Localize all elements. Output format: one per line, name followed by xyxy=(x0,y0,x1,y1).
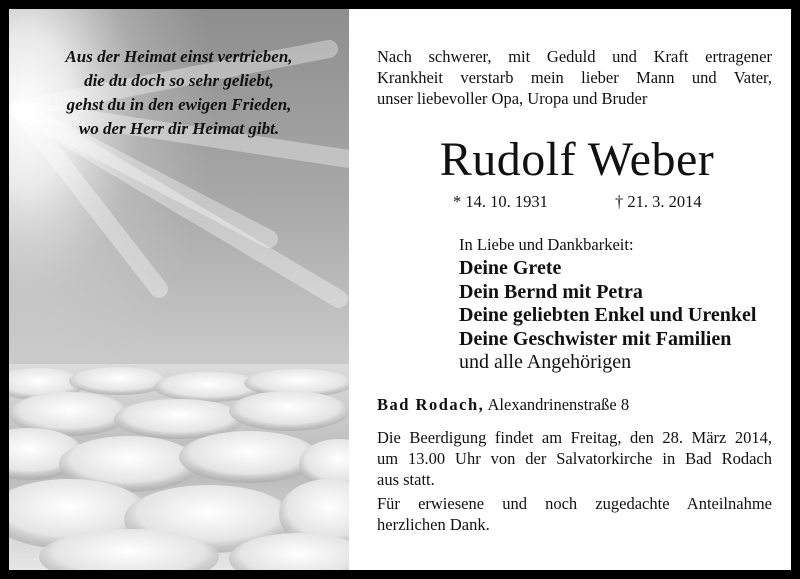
sky-clouds-image xyxy=(9,9,349,570)
thanks-text xyxy=(377,493,772,535)
mourner-name: Deine geliebten Enkel und Urenkel xyxy=(459,304,757,326)
birth-date: * 14. 10. 1931 xyxy=(453,192,548,211)
funeral-line: Die Beerdigung findet am Freitag, den 28. März 2014, xyxy=(377,428,772,447)
mourners-list xyxy=(459,257,756,375)
poem-line: die du doch so sehr geliebt, xyxy=(84,71,274,90)
poem-line: wo der Herr dir Heimat gibt. xyxy=(78,119,280,138)
poem xyxy=(9,45,349,141)
mourner-name: Deine Grete xyxy=(459,257,562,279)
mourners-intro: In Liebe und Dankbarkeit: xyxy=(459,235,634,254)
intro-line: Krankheit verstarb mein lieber Mann und Vater, xyxy=(377,68,772,87)
thanks-line: herzlichen Dank. xyxy=(377,515,490,534)
poem-line: gehst du in den ewigen Frieden, xyxy=(66,95,292,114)
mourners-closing: und alle Angehörigen xyxy=(459,351,632,373)
poem-line: Aus der Heimat einst vertrieben, xyxy=(65,47,293,66)
funeral-line: um 13.00 Uhr von der Salvatorkirche in Bad Rodach xyxy=(377,449,772,468)
address-street: Alexandrinenstraße 8 xyxy=(487,395,630,414)
address xyxy=(377,395,629,415)
mourner-name: Dein Bernd mit Petra xyxy=(459,280,643,303)
intro-line: unser liebevoller Opa, Uropa und Bruder xyxy=(377,89,648,108)
obituary-notice xyxy=(9,9,791,570)
funeral-info xyxy=(377,427,772,490)
intro-text xyxy=(377,46,772,109)
thanks-line: Für erwiesene und noch zugedachte Anteilnahme xyxy=(377,494,772,513)
deceased-name: Rudolf Weber xyxy=(439,133,715,186)
death-date: † 21. 3. 2014 xyxy=(615,192,702,211)
mourner-name: Deine Geschwister mit Familien xyxy=(459,327,732,350)
address-town: Bad Rodach, xyxy=(377,395,485,414)
funeral-line: aus statt. xyxy=(377,470,435,489)
intro-line: Nach schwerer, mit Geduld und Kraft ertragener xyxy=(377,47,772,66)
